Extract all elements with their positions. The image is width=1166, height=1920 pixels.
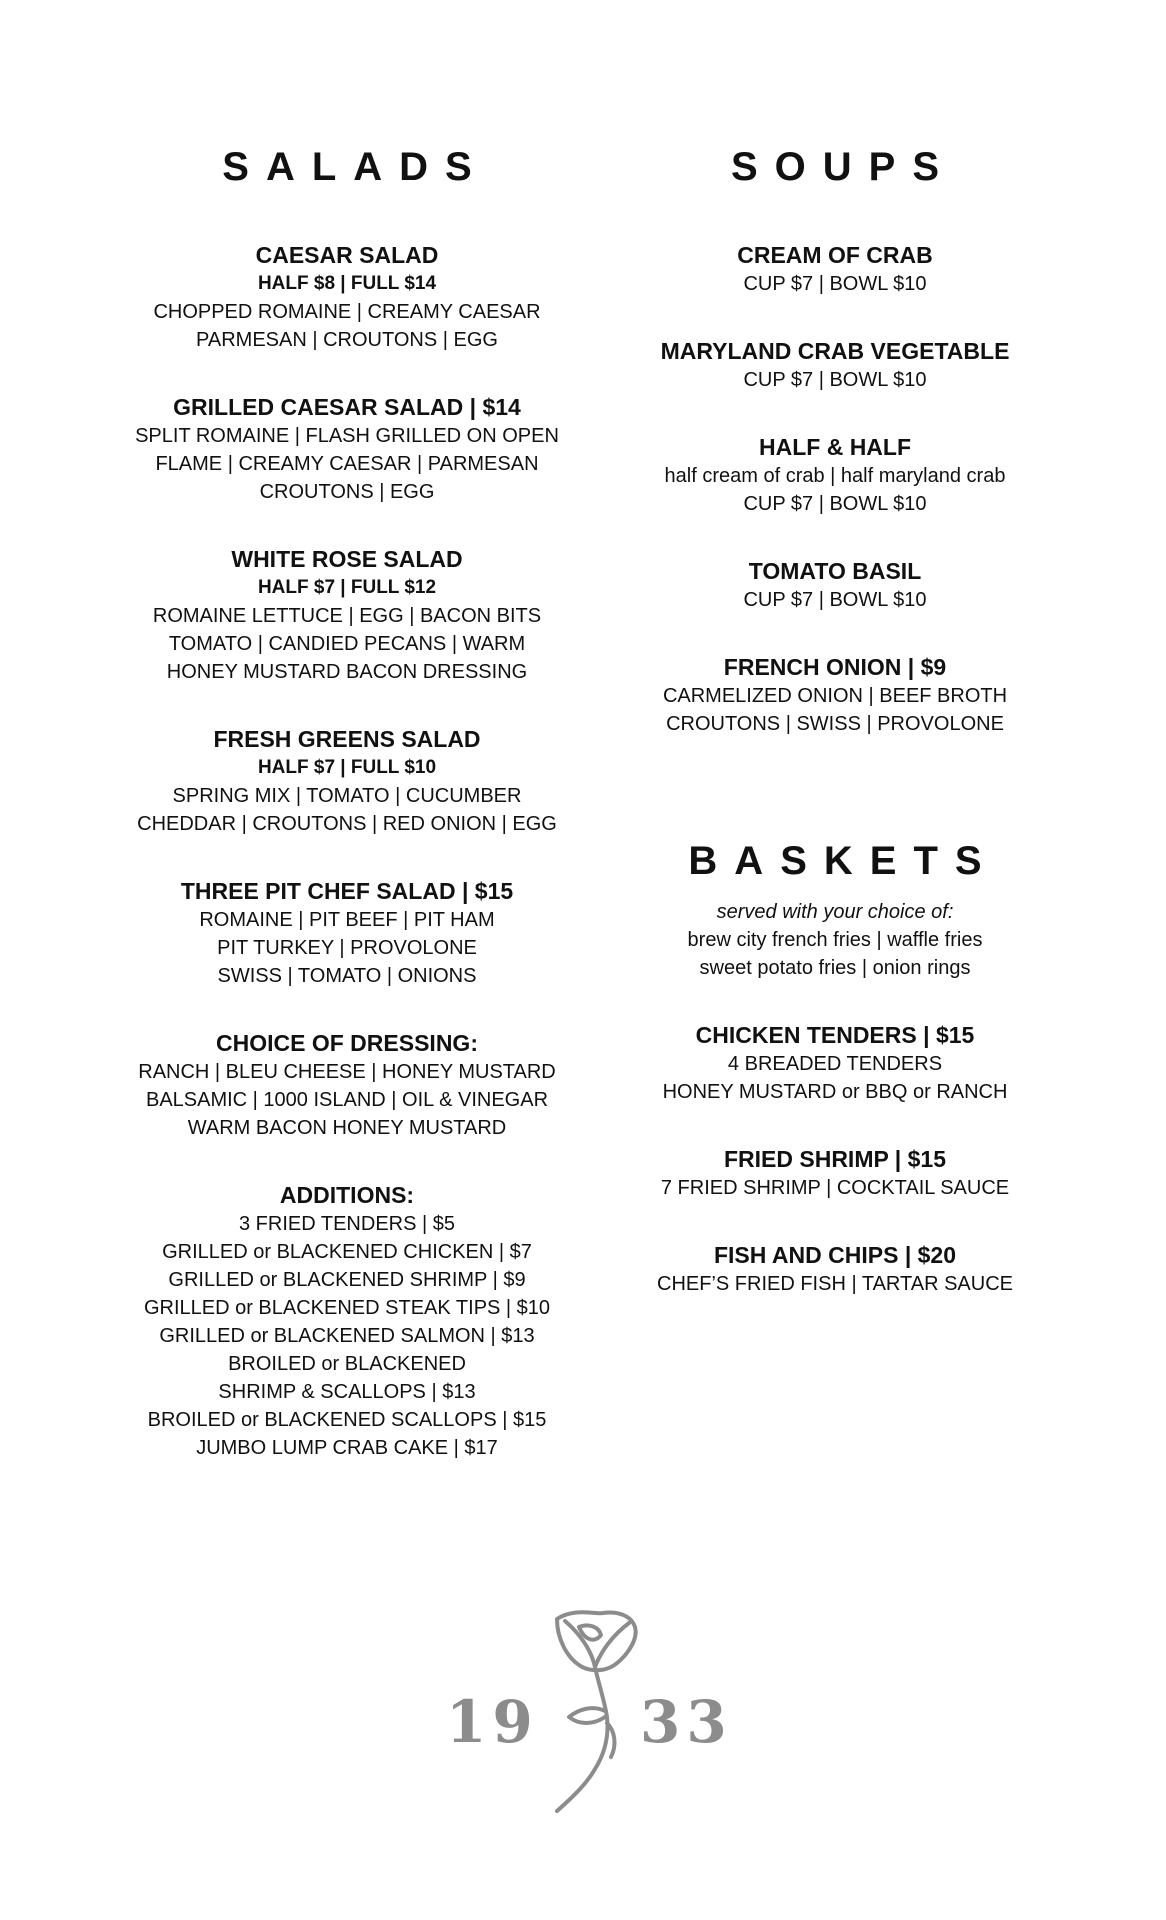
right-column	[620, 140, 1050, 1298]
item-description: HONEY MUSTARD BACON DRESSING	[166, 661, 528, 683]
menu-item	[92, 1028, 602, 1142]
item-name: FISH AND CHIPS | $20	[713, 1242, 957, 1268]
item-name: WHITE ROSE SALAD	[231, 546, 463, 572]
soups-section	[620, 140, 1050, 738]
menu-item	[92, 544, 602, 686]
item-description: PIT TURKEY | PROVOLONE	[217, 937, 477, 959]
item-description: CUP $7 | BOWL $10	[743, 369, 927, 391]
item-name: FRENCH ONION | $9	[723, 654, 947, 680]
item-description: SPLIT ROMAINE | FLASH GRILLED ON OPEN	[135, 425, 559, 447]
baskets-intro-line: served with your choice of:	[716, 901, 954, 923]
item-description: 4 BREADED TENDERS	[727, 1053, 943, 1075]
item-description: SWISS | TOMATO | ONIONS	[217, 965, 477, 987]
section-title-soups: SOUPS	[730, 145, 957, 189]
item-description: 7 FRIED SHRIMP | COCKTAIL SAUCE	[660, 1177, 1010, 1199]
item-description: CUP $7 | BOWL $10	[743, 273, 927, 295]
baskets-list	[620, 1020, 1050, 1298]
item-description: BROILED or BLACKENED	[228, 1353, 466, 1375]
item-name: FRESH GREENS SALAD	[213, 726, 481, 752]
item-price: HALF $7 | FULL $10	[257, 757, 437, 778]
item-description: PARMESAN | CROUTONS | EGG	[196, 329, 498, 351]
item-price: HALF $8 | FULL $14	[257, 273, 437, 294]
item-description: HONEY MUSTARD or BBQ or RANCH	[662, 1081, 1008, 1103]
item-price: HALF $7 | FULL $12	[257, 577, 437, 598]
item-description: CHEF’S FRIED FISH | TARTAR SAUCE	[657, 1273, 1013, 1295]
item-name: GRILLED CAESAR SALAD | $14	[173, 394, 521, 420]
menu-item	[620, 652, 1050, 738]
item-description: CROUTONS | SWISS | PROVOLONE	[666, 713, 1004, 735]
item-description: CROUTONS | EGG	[259, 481, 435, 503]
logo	[440, 1605, 740, 1820]
item-description: CARMELIZED ONION | BEEF BROTH	[662, 685, 1008, 707]
salads-column	[92, 140, 602, 1462]
item-description: GRILLED or BLACKENED SHRIMP | $9	[168, 1269, 526, 1291]
item-name: ADDITIONS:	[279, 1182, 415, 1208]
baskets-intro	[620, 898, 1050, 982]
item-description: CHOPPED ROMAINE | CREAMY CAESAR	[153, 301, 541, 323]
item-description: 3 FRIED TENDERS | $5	[239, 1213, 455, 1235]
item-description: ROMAINE LETTUCE | EGG | BACON BITS	[152, 605, 542, 627]
item-description: RANCH | BLEU CHEESE | HONEY MUSTARD	[138, 1061, 556, 1083]
baskets-intro-line: sweet potato fries | onion rings	[699, 957, 971, 979]
item-description: GRILLED or BLACKENED CHICKEN | $7	[162, 1241, 532, 1263]
item-description: SPRING MIX | TOMATO | CUCUMBER	[172, 785, 522, 807]
item-description: GRILLED or BLACKENED SALMON | $13	[159, 1325, 535, 1347]
salads-list	[92, 240, 602, 1462]
menu-item	[92, 876, 602, 990]
menu-item	[620, 336, 1050, 394]
logo-year-right: 33	[640, 1688, 733, 1756]
section-title-salads: SALADS	[222, 145, 489, 189]
item-name: FRIED SHRIMP | $15	[723, 1146, 946, 1172]
menu-item	[92, 392, 602, 506]
item-description: FLAME | CREAMY CAESAR | PARMESAN	[155, 453, 539, 475]
item-description: SHRIMP & SCALLOPS | $13	[218, 1381, 476, 1403]
item-description: BROILED or BLACKENED SCALLOPS | $15	[147, 1409, 547, 1431]
item-description: ROMAINE | PIT BEEF | PIT HAM	[199, 909, 495, 931]
rose-icon	[535, 1605, 655, 1820]
menu-item	[92, 240, 602, 354]
item-description: BALSAMIC | 1000 ISLAND | OIL & VINEGAR	[145, 1089, 549, 1111]
menu-item	[620, 1144, 1050, 1202]
item-name: THREE PIT CHEF SALAD | $15	[180, 878, 514, 904]
menu-item	[620, 1020, 1050, 1106]
item-description: GRILLED or BLACKENED STEAK TIPS | $10	[143, 1297, 551, 1319]
item-description: JUMBO LUMP CRAB CAKE | $17	[196, 1437, 498, 1459]
logo-year-left: 19	[446, 1688, 539, 1756]
item-name: HALF & HALF	[758, 434, 912, 460]
item-description: TOMATO | CANDIED PECANS | WARM	[168, 633, 526, 655]
menu-item	[92, 1180, 602, 1462]
item-name: MARYLAND CRAB VEGETABLE	[660, 338, 1010, 364]
item-name: CAESAR SALAD	[255, 242, 439, 268]
item-description: CHEDDAR | CROUTONS | RED ONION | EGG	[137, 813, 557, 835]
menu-item	[620, 556, 1050, 614]
item-description: WARM BACON HONEY MUSTARD	[187, 1117, 507, 1139]
item-description: CUP $7 | BOWL $10	[743, 493, 927, 515]
menu-item	[620, 1240, 1050, 1298]
baskets-section	[620, 834, 1050, 1298]
menu-item	[620, 432, 1050, 518]
item-name: CREAM OF CRAB	[737, 242, 933, 268]
menu-item	[92, 724, 602, 838]
section-title-baskets: BASKETS	[688, 839, 999, 883]
item-name: TOMATO BASIL	[748, 558, 922, 584]
soups-list	[620, 240, 1050, 738]
item-description: half cream of crab | half maryland crab	[664, 465, 1006, 487]
item-description: CUP $7 | BOWL $10	[743, 589, 927, 611]
item-name: CHOICE OF DRESSING:	[216, 1030, 478, 1056]
item-name: CHICKEN TENDERS | $15	[695, 1022, 975, 1048]
baskets-intro-line: brew city french fries | waffle fries	[687, 929, 983, 951]
menu-item	[620, 240, 1050, 298]
